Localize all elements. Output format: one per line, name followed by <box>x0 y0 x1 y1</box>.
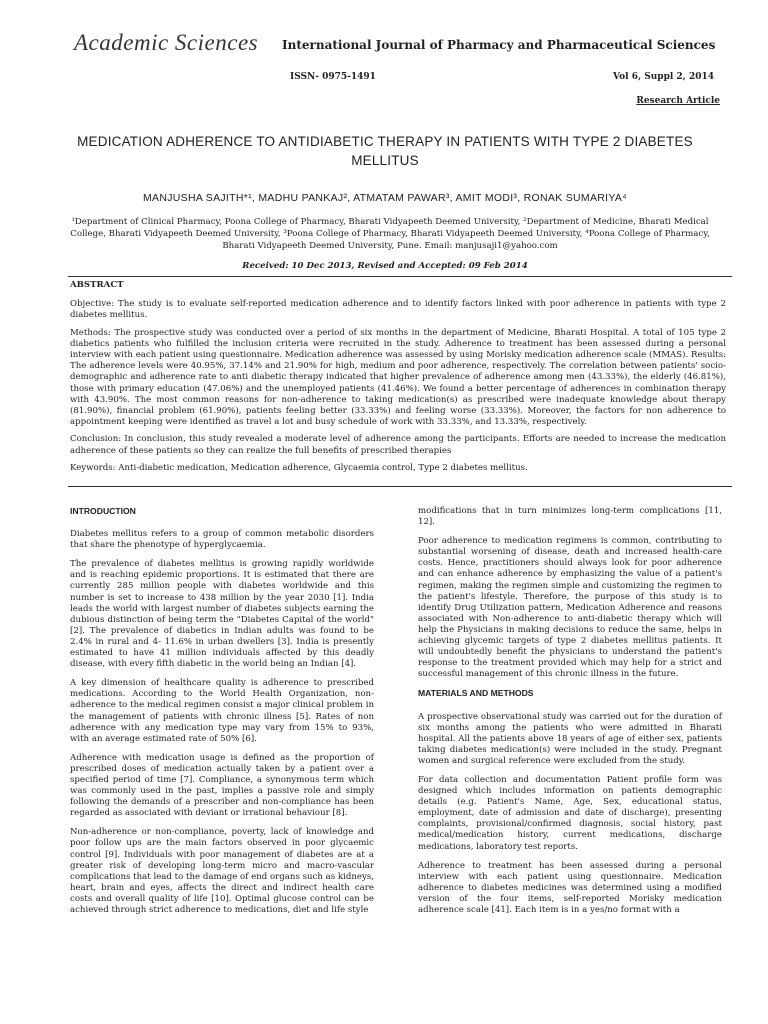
abstract-conclusion: Conclusion: In conclusion, this study revealed a moderate level of adherence among the participants. Efforts are needed to increase the medication adherence of these patients so they can realize the full benefits of prescribed therapies <box>70 434 726 456</box>
paragraph: The prevalence of diabetes mellitus is growing rapidly worldwide and is reaching epidemic proportions. It is estimated that there are currently 285 million people with diabetes worldwide and this number is set to increase to 438 million by the year 2030 [1]. India leads the world with largest number of diabetes subjects earning the dubious distinction of being term the "Diabetes Capital of the world" [2]. The prevalence of diabetics in Indian adults was found to be 2.4% in rural and 4- 11.6% in urban dwellers [3]. India is presently estimated to have 41 million individuals affected by this deadly disease, with every fifth diabetic in the world being an Indian [4]. <box>70 559 374 670</box>
received-dates: Received: 10 Dec 2013, Revised and Accepted: 09 Feb 2014 <box>242 261 528 271</box>
paragraph: Adherence to treatment has been assessed during a personal interview with each patient using questionnaire. Medication adherence to diabetes medicines was determined using a modified version of the four items, self-reported Morisky medication adherence scale [41]. Each item is in a yes/no format with a <box>418 860 722 915</box>
journal-logo: Academic Sciences <box>74 30 259 55</box>
abstract-bottom-rule <box>68 486 732 487</box>
abstract-methods: Methods: The prospective study was conducted over a period of six months in the department of Medicine, Bharati Hospital. A total of 105 type 2 diabetics patients who fulfilled the inclusion criteria were recruited in the study. Adherence to treatment has been assessed during a personal interview with each patient using questionnaire. Medication adherence was assessed by using Morisky medication adherence scale (MMAS). Results: The adherence levels were 40.95%, 37.14% and 21.90% for high, medium and poor adherence, respectively. The correlation between patients' socio-demographic and adherence rate to anti diabetic therapy indicated that higher prevalence of adherence among men (43.33%), the elderly (46.81%), those with primary education (47.06%) and the unemployed patients (41.46%). We found a better percentage of adherences in combination therapy with 43.90%. The most common reasons for non-adherence to taking medication(s) as prescribed were inadequate knowledge about therapy (81.90%), financial problem (61.90%), patients feeling better (33.33%) and feeling worse (33.33%). Moreover, the factors for non adherence to appointment keeping were identified as travel a lot and busy schedule of work with 33.33%, and 13.33%, respectively. <box>70 327 726 428</box>
paragraph: modifications that in turn minimizes long-term complications [11, 12]. <box>418 506 722 528</box>
methods-heading: MATERIALS AND METHODS <box>418 688 534 699</box>
paper-title: MEDICATION ADHERENCE TO ANTIDIABETIC THERAPY IN PATIENTS WITH TYPE 2 DIABETES MELLITUS <box>77 134 693 168</box>
paragraph: A prospective observational study was carried out for the duration of six months among the patients who were admitted in Bharati hospital. All the patients above 18 years of age of either sex, patients taking diabetes medication(s) were included in the study. Pregnant women and surgical reference were excluded from the study. <box>418 711 722 766</box>
affiliations: ¹Department of Clinical Pharmacy, Poona College of Pharmacy, Bharati Vidyapeeth Deemed University, ²Department of Medicine, Bharati Medical College, Bharati Vidyapeeth Deemed University, ³Poona College of Pharmacy, Bharati Vidyapeeth Deemed University, ⁴Poona College of Pharmacy, Bharati Vidyapeeth Deemed University, Pune. Email: manjusaji1@yahoo.com <box>70 217 710 252</box>
paragraph: For data collection and documentation Patient profile form was designed which includes information on patients demographic details (e.g. Patient's Name, Age, Sex, educational status, employment, date of admission and date of discharge), presenting complaints, provisional/confirmed diagnosis, social history, past medical/medication history, current medications, discharge medications, laboratory test reports. <box>418 774 722 852</box>
right-column <box>418 506 722 924</box>
abstract-top-rule <box>68 276 732 277</box>
paragraph: Non-adherence or non-compliance, poverty, lack of knowledge and poor follow ups are the main factors observed in poor glycaemic control [9]. Individuals with poor management of diabetes are at a greater risk of developing long-term micro and macro-vascular complications that lead to the damage of end organs such as kidneys, heart, brain and eyes, affects the direct and indirect health care costs and overall quality of life [10]. Optimal glucose control can be achieved through strict adherence to medications, diet and life style <box>70 827 374 915</box>
paragraph: Diabetes mellitus refers to a group of common metabolic disorders that share the phenotype of hyperglycaemia. <box>70 529 374 551</box>
abstract-keywords: Keywords: Anti-diabetic medication, Medication adherence, Glycaemia control, Type 2 diabetes mellitus. <box>70 462 528 473</box>
paragraph: Poor adherence to medication regimens is common, contributing to substantial worsening of disease, death and increased health-care costs. Hence, practitioners should always look for poor adherence and can enhance adherence by emphasizing the value of a patient's regimen, making the regimen simple and customizing the regimen to the patient's lifestyle. Therefore, the purpose of this study is to identify Drug Utilization pattern, Medication Adherence and reasons associated with Non-adherence to anti-diabetic therapy which will help the Physicians in making decisions to reduce the same, helps in achieving glycemic targets of type 2 diabetes mellitus patients. It will undoubtedly benefit the physicians to understand the patient's response to the treatment provided which may help for a strict and successful management of this chronic illness in the future. <box>418 536 722 680</box>
abstract-section <box>70 280 726 480</box>
abstract-heading: ABSTRACT <box>70 280 124 290</box>
introduction-heading: INTRODUCTION <box>70 506 136 516</box>
article-type-label: Research Article <box>636 96 720 106</box>
paragraph: A key dimension of healthcare quality is adherence to prescribed medications. According to the World Health Organization, non-adherence to the medical regimen consist a major clinical problem in the management of patients with chronic illness [5]. Rates of non adherence with any medication type may vary from 15% to 93%, with an average estimated rate of 50% [6]. <box>70 678 374 744</box>
paragraph: Adherence with medication usage is defined as the proportion of prescribed doses of medication actually taken by a patient over a specified period of time [7]. Compliance, a synonymous term which was commonly used in the past, implies a passive role and simply following the demands of a prescriber and non-compliance has been regarded as associated with deviant or irrational behaviour [8]. <box>70 752 374 819</box>
author-list: MANJUSHA SAJITH*¹, MADHU PANKAJ², ATMATAM PAWAR³, AMIT MODI³, RONAK SUMARIYA⁴ <box>142 192 627 204</box>
volume-label: Vol 6, Suppl 2, 2014 <box>613 72 714 82</box>
abstract-objective: Objective: The study is to evaluate self-reported medication adherence and to identify factors linked with poor adherence in patients with type 2 diabetes mellitus. <box>70 299 726 321</box>
issn-label: ISSN- 0975-1491 <box>290 72 376 82</box>
left-column <box>70 506 374 924</box>
journal-title: International Journal of Pharmacy and Pharmaceutical Sciences <box>282 38 716 52</box>
